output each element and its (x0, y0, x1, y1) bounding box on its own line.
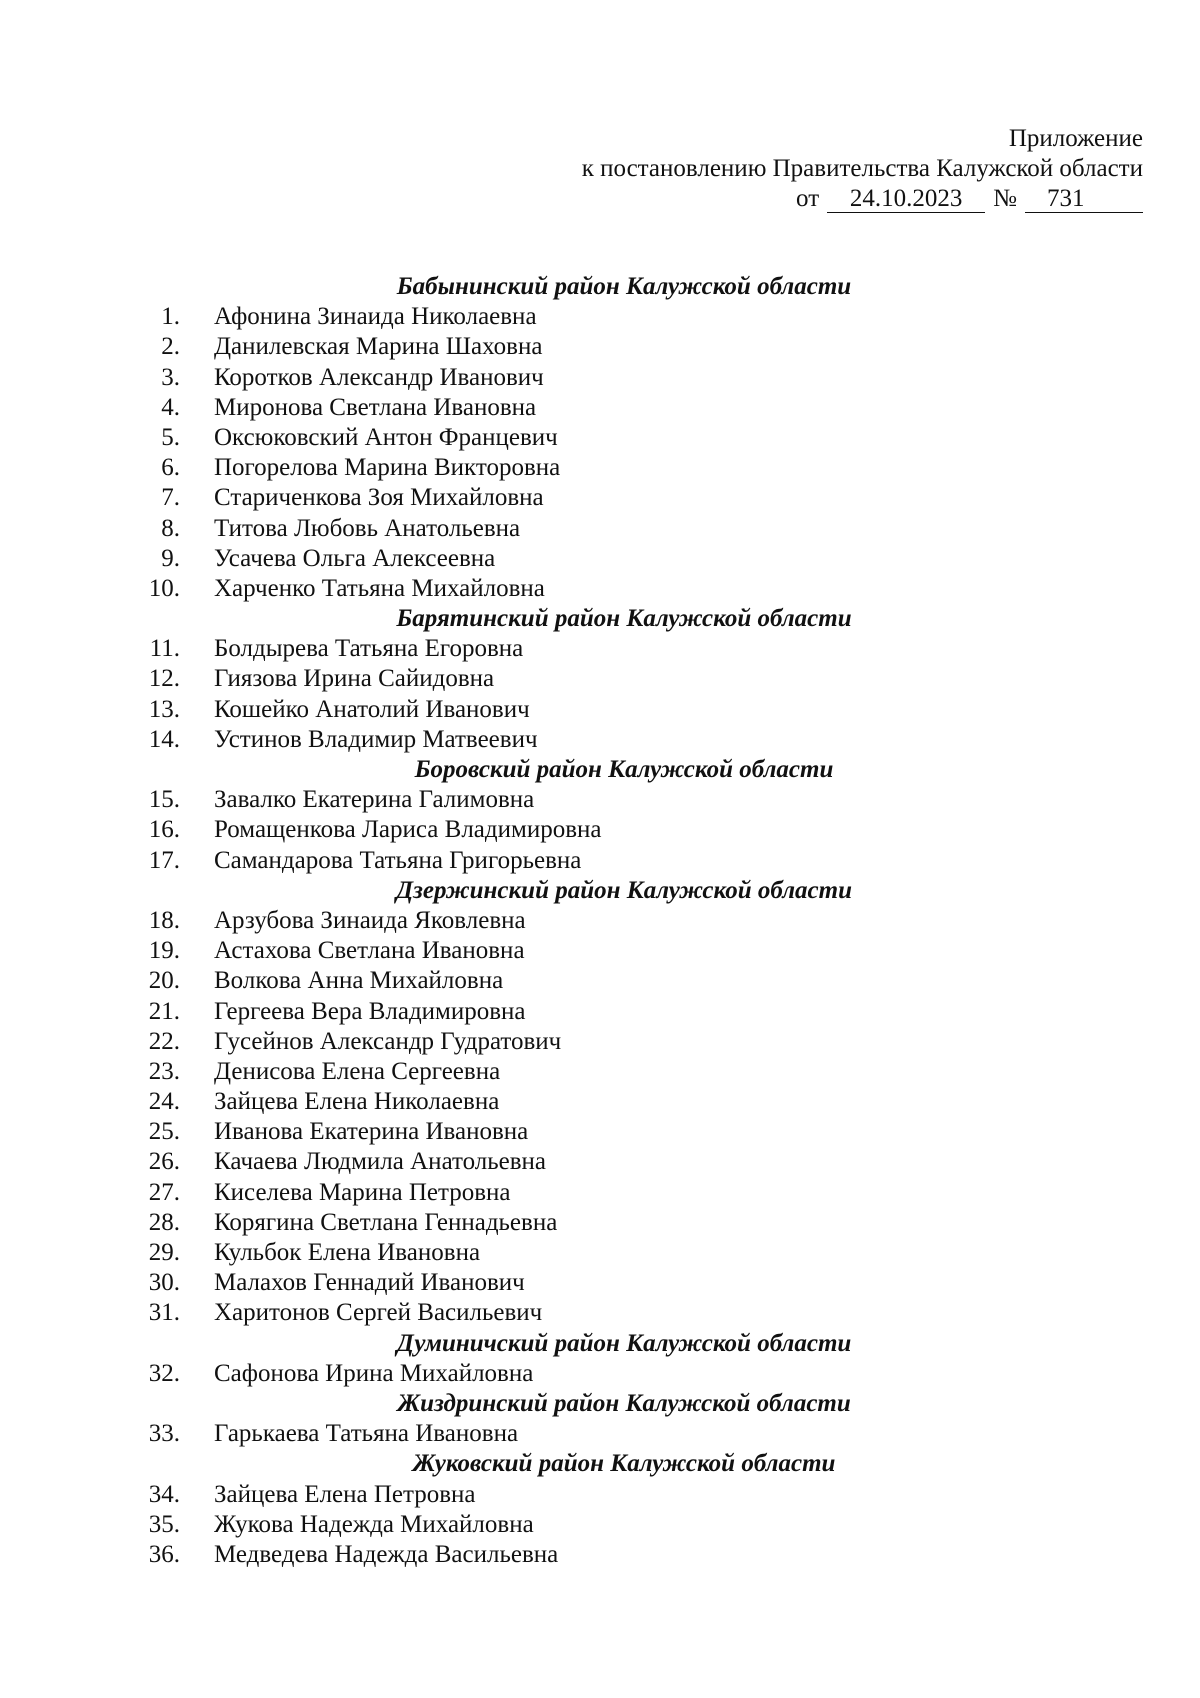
item-number: 23. (148, 1057, 180, 1085)
person-name: Гусейнов Александр Гудратович (214, 1027, 562, 1055)
person-name: Данилевская Марина Шаховна (214, 333, 543, 361)
list-item (0, 1540, 1200, 1570)
number-prefix: № (993, 185, 1017, 212)
person-name: Кошейко Анатолий Иванович (214, 695, 530, 723)
item-number: 33. (148, 1420, 180, 1448)
item-number: 1. (161, 303, 180, 331)
list-item (0, 1117, 1200, 1147)
person-name: Болдырева Татьяна Егоровна (214, 635, 524, 663)
list-item (0, 997, 1200, 1027)
item-number: 22. (148, 1027, 180, 1055)
item-number: 18. (148, 906, 180, 934)
person-name: Гергеева Вера Владимировна (214, 997, 526, 1025)
person-name: Арзубова Зинаида Яковлевна (214, 906, 526, 934)
person-name: Зайцева Елена Петровна (214, 1480, 476, 1508)
district-heading: Жуковский район Калужской области (412, 1450, 836, 1478)
list-item (0, 332, 1200, 362)
item-number: 8. (161, 514, 180, 542)
date-prefix: от (796, 185, 820, 212)
list-item (0, 1057, 1200, 1087)
person-name: Гиязова Ирина Сайидовна (214, 665, 495, 693)
item-number: 20. (148, 967, 180, 995)
district-heading: Думиничский район Калужской области (396, 1329, 852, 1357)
item-number: 3. (161, 363, 180, 391)
list-item (0, 1419, 1200, 1449)
appendix-subtitle: к постановлению Правительства Калужской области (581, 155, 1143, 182)
list-item (0, 1359, 1200, 1389)
person-name: Малахов Геннадий Иванович (214, 1269, 525, 1297)
district-heading: Барятинский район Калужской области (396, 605, 852, 633)
list-item (0, 664, 1200, 694)
item-number: 26. (148, 1148, 180, 1176)
list-item (0, 936, 1200, 966)
list-item (0, 846, 1200, 876)
district-heading: Жиздринский район Калужской области (397, 1389, 851, 1417)
person-name: Завалко Екатерина Галимовна (214, 786, 535, 814)
list-item (0, 1480, 1200, 1510)
person-name: Оксюковский Антон Францевич (214, 423, 558, 451)
person-name: Миронова Светлана Ивановна (214, 393, 537, 421)
person-name: Сафонова Ирина Михайловна (214, 1359, 534, 1387)
list-item (0, 514, 1200, 544)
item-number: 12. (148, 665, 180, 693)
person-name: Гарькаева Татьяна Ивановна (214, 1420, 519, 1448)
item-number: 30. (148, 1269, 180, 1297)
person-name: Титова Любовь Анатольевна (214, 514, 521, 542)
person-name: Медведева Надежда Васильевна (214, 1540, 559, 1568)
person-name: Стариченкова Зоя Михайловна (214, 484, 544, 512)
item-number: 13. (148, 695, 180, 723)
person-name: Астахова Светлана Ивановна (214, 937, 525, 965)
district-heading: Боровский район Калужской области (414, 756, 834, 783)
item-number: 34. (148, 1480, 180, 1508)
decree-date: 24.10.2023 (827, 186, 985, 213)
list-item (0, 544, 1200, 574)
item-number: 21. (148, 997, 180, 1025)
item-number: 17. (148, 846, 180, 874)
item-number: 16. (148, 816, 180, 844)
item-number: 6. (161, 454, 180, 482)
item-number: 25. (148, 1118, 180, 1146)
list-item (0, 1087, 1200, 1117)
person-name: Самандарова Татьяна Григорьевна (214, 846, 582, 874)
person-name: Харченко Татьяна Михайловна (214, 574, 545, 602)
item-number: 7. (161, 484, 180, 512)
item-number: 24. (148, 1088, 180, 1116)
list-item (0, 906, 1200, 936)
person-name: Качаева Людмила Анатольевна (214, 1148, 547, 1176)
district-heading: Бабынинский район Калужской области (396, 273, 852, 300)
item-number: 10. (148, 574, 180, 602)
item-number: 9. (161, 544, 180, 572)
appendix-title: Приложение (1008, 125, 1143, 152)
item-number: 32. (148, 1359, 180, 1387)
list-item (0, 363, 1200, 393)
person-name: Жукова Надежда Михайловна (214, 1510, 534, 1538)
person-name: Афонина Зинаида Николаевна (214, 303, 537, 331)
item-number: 4. (161, 393, 180, 421)
person-name: Денисова Елена Сергеевна (214, 1057, 501, 1085)
item-number: 11. (149, 635, 180, 663)
item-number: 15. (148, 786, 180, 814)
list-item (0, 1178, 1200, 1208)
person-name: Ромащенкова Лариса Владимировна (214, 816, 602, 844)
item-number: 35. (148, 1510, 180, 1538)
list-item (0, 423, 1200, 453)
item-number: 2. (161, 333, 180, 361)
district-heading: Дзержинский район Калужской области (396, 876, 852, 904)
item-number: 29. (148, 1239, 180, 1266)
person-name: Усачева Ольга Алексеевна (214, 544, 496, 572)
list-item (0, 302, 1200, 332)
appendix-header (582, 124, 1143, 214)
list-item (0, 1027, 1200, 1057)
list-item (0, 785, 1200, 815)
people-list (0, 272, 1200, 1570)
person-name: Корягина Светлана Геннадьевна (214, 1208, 558, 1236)
item-number: 31. (148, 1299, 180, 1327)
list-item (0, 453, 1200, 483)
person-name: Кульбок Елена Ивановна (214, 1239, 481, 1266)
list-item (0, 393, 1200, 423)
person-name: Устинов Владимир Матвеевич (214, 725, 538, 753)
item-number: 14. (148, 725, 180, 753)
person-name: Волкова Анна Михайловна (214, 967, 504, 995)
item-number: 5. (161, 423, 180, 451)
list-item (0, 725, 1200, 755)
person-name: Зайцева Елена Николаевна (214, 1088, 500, 1116)
item-number: 28. (148, 1208, 180, 1236)
list-item (0, 1298, 1200, 1328)
list-item (0, 574, 1200, 604)
list-item (0, 1147, 1200, 1177)
person-name: Харитонов Сергей Васильевич (214, 1299, 543, 1327)
list-item (0, 966, 1200, 996)
item-number: 19. (148, 937, 180, 965)
list-item (0, 634, 1200, 664)
list-item (0, 1510, 1200, 1540)
person-name: Киселева Марина Петровна (214, 1178, 511, 1206)
list-item (0, 1208, 1200, 1238)
appendix-date-line (582, 184, 1143, 214)
item-number: 27. (148, 1178, 180, 1206)
list-item (0, 1238, 1200, 1268)
list-item (0, 815, 1200, 845)
person-name: Погорелова Марина Викторовна (214, 454, 561, 482)
person-name: Коротков Александр Иванович (214, 363, 544, 391)
person-name: Иванова Екатерина Ивановна (214, 1118, 529, 1146)
list-item (0, 695, 1200, 725)
list-item (0, 1268, 1200, 1298)
item-number: 36. (148, 1540, 180, 1568)
list-item (0, 483, 1200, 513)
decree-number: 731 (1025, 186, 1143, 213)
